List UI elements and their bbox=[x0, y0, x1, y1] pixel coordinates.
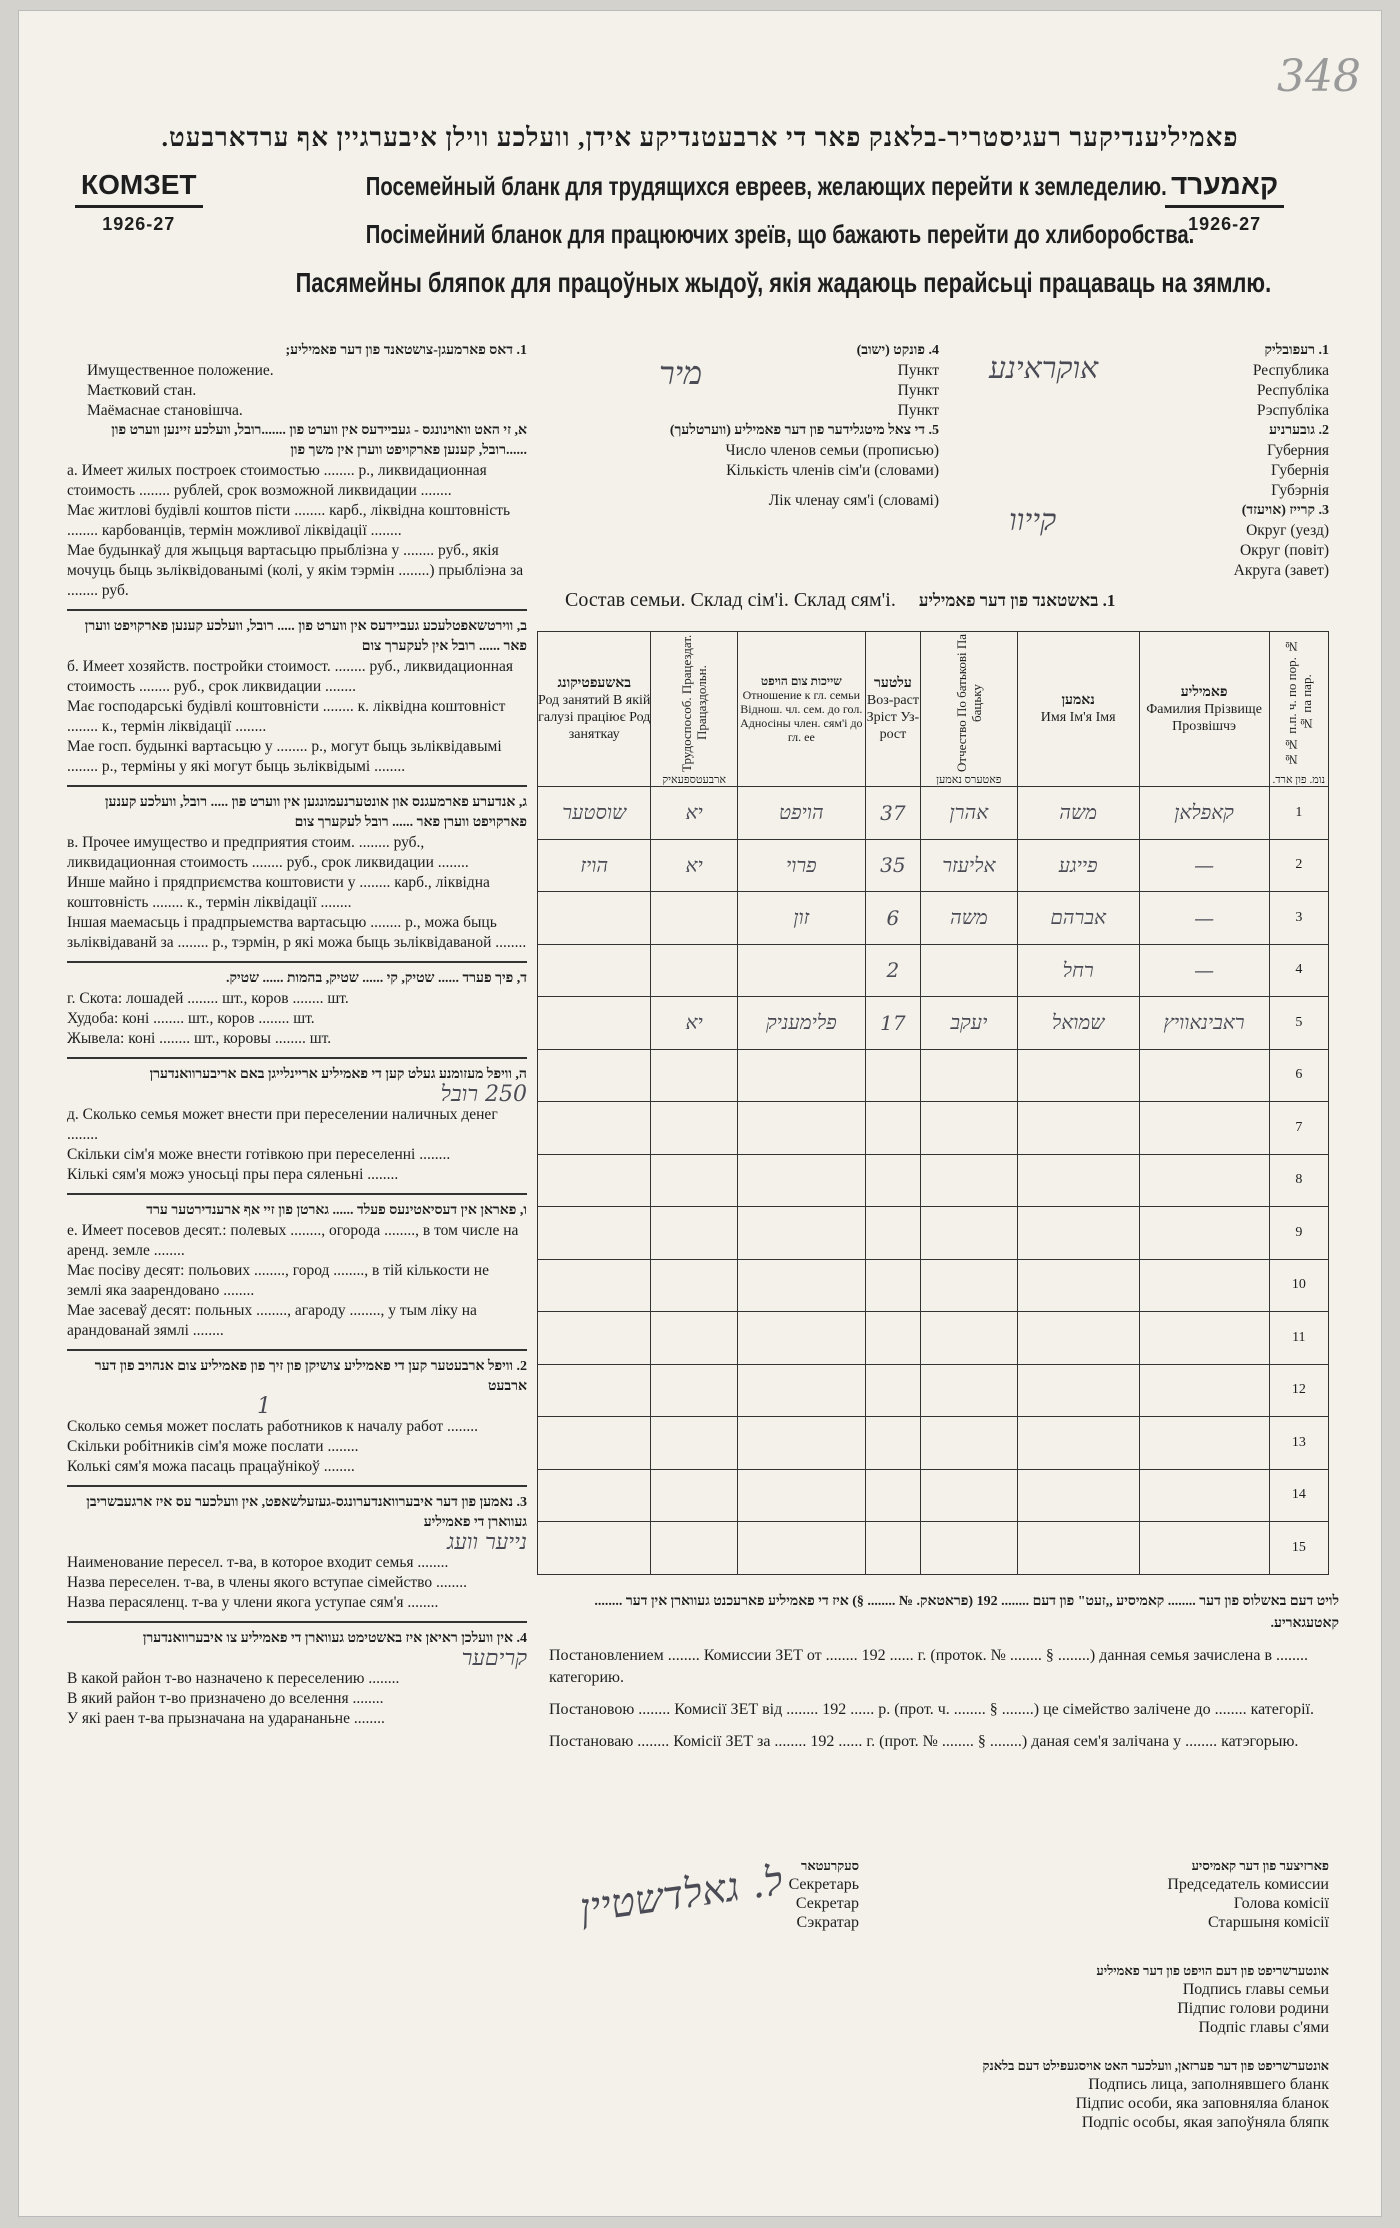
right-year: 1926-27 bbox=[1188, 214, 1262, 234]
cell-surname: — bbox=[1139, 944, 1269, 997]
cell-n: 14 bbox=[1269, 1469, 1328, 1522]
cell-relation bbox=[737, 1364, 865, 1417]
s4-yiddish: 4. אין וועלכן ראיאן איז באשטימט געווארן די פאמיליע צו איבערוואנדערן bbox=[142, 1631, 527, 1646]
decision-block bbox=[549, 1591, 1339, 1753]
cell-patronymic bbox=[920, 1102, 1017, 1155]
cell-n: 3 bbox=[1269, 892, 1328, 945]
cell-age bbox=[865, 1522, 920, 1575]
rep-handwriting: אוקראינע bbox=[989, 351, 1099, 386]
section-1d bbox=[67, 961, 527, 1049]
cell-patronymic: יעקב bbox=[920, 997, 1017, 1050]
s1b-yiddish: ב, ווירטשאפטלעכע געביידעס אין ווערט פון ..... רובל, וועלכע קענען פארקויפט ווערן פאר ...... רובל אין לעקערך צום bbox=[84, 619, 527, 654]
cell-capacity bbox=[651, 1312, 737, 1365]
cell-occupation bbox=[538, 892, 651, 945]
cell-occupation bbox=[538, 944, 651, 997]
table-row bbox=[538, 1259, 1329, 1312]
s3-ru: Наименование пересел. т-ва, в которое входит семья ........ bbox=[67, 1554, 449, 1571]
family-title bbox=[565, 589, 1115, 612]
cell-name bbox=[1017, 1049, 1139, 1102]
table-row bbox=[538, 1154, 1329, 1207]
decision-by: Постановаю ........ Комісії ЗЕТ за ........ 192 ...... г. (прот. № ........ § ........) даная сем'я залічана у ........ катэгорыю. bbox=[549, 1733, 1299, 1750]
cell-name: משה bbox=[1017, 787, 1139, 840]
cell-surname bbox=[1139, 1102, 1269, 1155]
s3-ua: Назва переселен. т-ва, в члены якого вступае сімейство ........ bbox=[67, 1574, 467, 1591]
s1c-by: Іншая маемасьць і прадпрыемства вартасьцю ........ р., можа быць зьліквідаванй за ........ р., тэрмін, р які можа быць зьліквідаваной ........ bbox=[67, 914, 527, 951]
cell-age bbox=[865, 1312, 920, 1365]
s1e-yiddish: ה, וויפל מעזומנע געלט קען די פאמיליע אריינלייגן באם אריבערוואנדערן bbox=[149, 1067, 527, 1082]
members-by: Лік членау сям'і (словамі) bbox=[768, 492, 939, 509]
form-page bbox=[18, 10, 1382, 2217]
cell-n: 4 bbox=[1269, 944, 1328, 997]
cell-relation: פלימעניק bbox=[737, 997, 865, 1050]
punkt-ua: Пункт bbox=[897, 382, 939, 399]
cell-relation: פרוי bbox=[737, 839, 865, 892]
cell-n: 7 bbox=[1269, 1102, 1328, 1155]
cell-surname bbox=[1139, 1259, 1269, 1312]
s1a-yiddish: א, זי האט וואוינונגס - געביידעס אין ווערט פון .......רובל, וועלכע זיינען ווערט פון ......רובל, קענען פארקויפט ווערן אין משך פון bbox=[111, 423, 527, 458]
cell-capacity bbox=[651, 892, 737, 945]
table-row bbox=[538, 1469, 1329, 1522]
left-year: 1926-27 bbox=[102, 214, 176, 234]
family-title-yiddish: 1. באשטאנד פון דער פאמיליע bbox=[918, 591, 1116, 610]
by-title: Пасямейны бляпок для працоўных жыдоў, якія жадаюць перайсьці працаваць на зямлю. bbox=[295, 267, 1272, 298]
s1f-yiddish: ו, פאראן אין דעסיאטינעס פעלד ...... גארטן פון זיי אף ארענדירטער ערד bbox=[146, 1203, 527, 1218]
cell-occupation bbox=[538, 1364, 651, 1417]
s1f-ru: е. Имеет посевов десят.: полевых ........, огорода ........, в том числе на аренд. земле ........ bbox=[67, 1222, 519, 1259]
section-2 bbox=[67, 1349, 527, 1477]
cell-patronymic bbox=[920, 1364, 1017, 1417]
section-4 bbox=[67, 1621, 527, 1729]
cell-name bbox=[1017, 1417, 1139, 1470]
cell-age bbox=[865, 1207, 920, 1260]
okr-ru: Округ (уезд) bbox=[1246, 522, 1329, 539]
cell-surname bbox=[1139, 1417, 1269, 1470]
cell-name bbox=[1017, 1364, 1139, 1417]
s1d-ua: Худоба: коні ........ шт., коров ........ шт. bbox=[67, 1010, 315, 1027]
chair-block: פארזיצער פון דער קאמיסיע Председатель комиссии Голова комісії Старшыня комісії bbox=[1167, 1858, 1329, 1931]
cell-name bbox=[1017, 1312, 1139, 1365]
members-ru: Число членов семьи (прописью) bbox=[725, 442, 939, 459]
cell-capacity: יא bbox=[651, 839, 737, 892]
cell-occupation bbox=[538, 1207, 651, 1260]
cell-age: 2 bbox=[865, 944, 920, 997]
decision-yiddish: לויט דעם באשלוס פון דער ........ קאמיסיע ,,זעט" פון דעם ........ 192 (פראטאק. № ........ §) איז די פאמיליע פארעכנט געווארן אין דער ........ קאטעגאריע. bbox=[594, 1594, 1339, 1631]
rep-ua: Республіка bbox=[1256, 382, 1329, 399]
s1e-handwriting: 250 רובל bbox=[440, 1082, 527, 1107]
filler-signature-block: אונטערשריפט פון דער פערזאן, וועלכער האט אויסגעפילט דעם בלאנק Подпись лица, заполнявшего бланк Підпис особи, яка заповняляа бланок Подпіс особы, якая запоўняла бляпк bbox=[982, 2058, 1329, 2131]
cell-surname: קאפלאן bbox=[1139, 787, 1269, 840]
cell-surname bbox=[1139, 1312, 1269, 1365]
gub-ru: Губерния bbox=[1267, 442, 1329, 459]
secretary-handwriting: ל. גאלדשטיין bbox=[576, 1857, 786, 1932]
gub-by: Губэрнія bbox=[1271, 482, 1329, 499]
cell-surname bbox=[1139, 1049, 1269, 1102]
table-row bbox=[538, 1417, 1329, 1470]
s1e-by: Кількі сям'я можэ уносьці пры пера сяленьні ........ bbox=[67, 1166, 399, 1183]
cell-name bbox=[1017, 1522, 1139, 1575]
family-table-body bbox=[538, 787, 1329, 1575]
section-1b bbox=[67, 609, 527, 777]
cell-capacity bbox=[651, 1364, 737, 1417]
cell-relation: הויפט bbox=[737, 787, 865, 840]
right-column bbox=[969, 341, 1329, 581]
cell-occupation bbox=[538, 997, 651, 1050]
gub-yiddish: 2. גובערניע bbox=[1269, 423, 1329, 438]
cell-surname: — bbox=[1139, 839, 1269, 892]
cell-name: רחל bbox=[1017, 944, 1139, 997]
cell-age: 17 bbox=[865, 997, 920, 1050]
s2-yiddish: 2. וויפל ארבעטער קען די פאמיליע צושיקן פון זיך פון פאמיליע צום אנהויב פון דער ארבעט bbox=[94, 1359, 527, 1394]
members-ua: Кількість членів сім'и (словами) bbox=[726, 462, 939, 479]
cell-name bbox=[1017, 1154, 1139, 1207]
s1a-ru: а. Имеет жилых построек стоимостью ........ р., ликвидационная стоимость ........ рублей, срок возможной ликвидации ........ bbox=[67, 462, 487, 499]
s4-by: У які раен т-ва прызначана на ударананьне ........ bbox=[67, 1710, 385, 1727]
ru-title: Посемейный бланк для трудящихся евреев, желающих перейти к земледелию. bbox=[365, 171, 1167, 201]
s4-ua: В який район т-во призначено до вселення ........ bbox=[67, 1690, 384, 1707]
cell-occupation bbox=[538, 1259, 651, 1312]
cell-name bbox=[1017, 1469, 1139, 1522]
cell-occupation bbox=[538, 1049, 651, 1102]
cell-relation: זון bbox=[737, 892, 865, 945]
cell-capacity bbox=[651, 1417, 737, 1470]
table-row bbox=[538, 1102, 1329, 1155]
cell-capacity bbox=[651, 1259, 737, 1312]
s3-by: Назва перасяленц. т-ва у члени якога уступае сям'я ........ bbox=[67, 1594, 439, 1611]
s1f-ua: Має посіву десят: польових ........, город ........, в тій кількости не землі яка заарендовано ........ bbox=[67, 1262, 489, 1299]
cell-patronymic: משה bbox=[920, 892, 1017, 945]
table-row bbox=[538, 839, 1329, 892]
s1-ru: Имущественное положение. bbox=[87, 362, 274, 379]
family-title-text: Состав семьи. Склад сім'і. Склад сям'і. bbox=[565, 589, 896, 611]
cell-surname bbox=[1139, 1154, 1269, 1207]
section-1e bbox=[67, 1057, 527, 1185]
cell-patronymic bbox=[920, 1469, 1017, 1522]
s1e-ru: д. Сколько семья может внести при переселении наличных денег ........ bbox=[67, 1106, 498, 1143]
cell-n: 10 bbox=[1269, 1259, 1328, 1312]
table-row bbox=[538, 1049, 1329, 1102]
s1a-ua: Має житлові будівлі коштов пісти ........ карб., ліквідна коштовність ........ карбованців, термін можливої ліквідації ........ bbox=[67, 502, 511, 539]
komerd-label: קאמערד bbox=[1165, 169, 1284, 208]
left-column bbox=[67, 341, 527, 1729]
cell-name: פייגע bbox=[1017, 839, 1139, 892]
cell-relation bbox=[737, 1469, 865, 1522]
table-row bbox=[538, 1364, 1329, 1417]
cell-capacity: יא bbox=[651, 787, 737, 840]
okr-ua: Округ (повіт) bbox=[1239, 542, 1329, 559]
table-row bbox=[538, 892, 1329, 945]
cell-age bbox=[865, 1417, 920, 1470]
cell-occupation bbox=[538, 1102, 651, 1155]
s1d-ru: г. Скота: лошадей ........ шт., коров ........ шт. bbox=[67, 990, 349, 1007]
cell-capacity bbox=[651, 944, 737, 997]
cell-name: אברהם bbox=[1017, 892, 1139, 945]
section-3 bbox=[67, 1485, 527, 1613]
cell-name bbox=[1017, 1102, 1139, 1155]
col-num: №№ п.п. ч. по пор. №№ па пар. נומ. פון ארד. bbox=[1269, 632, 1328, 787]
table-row bbox=[538, 997, 1329, 1050]
cell-surname bbox=[1139, 1364, 1269, 1417]
col-name: נאמען Имя Ім'я Імя bbox=[1017, 632, 1139, 787]
s4-ru: В какой район т-во назначено к переселению ........ bbox=[67, 1670, 400, 1687]
cell-surname: ראבינאוויץ bbox=[1139, 997, 1269, 1050]
punkt-yiddish: 4. פונקט (ישוב) bbox=[856, 343, 939, 358]
s1b-by: Мае госп. будынкі вартасьцю у ........ р., могут быць зьліквідавымі ........ р., терміны у які могут быць зьліквідымі ........ bbox=[67, 738, 502, 775]
cell-relation bbox=[737, 1417, 865, 1470]
rep-by: Рэспубліка bbox=[1256, 402, 1329, 419]
cell-occupation: הויז bbox=[538, 839, 651, 892]
col-capacity: Трудоспособ. Працездат. Працаздольн. ארבעטספעאיק bbox=[651, 632, 737, 787]
s3-handwriting: נייער וועג bbox=[447, 1530, 527, 1555]
table-row bbox=[538, 944, 1329, 997]
head-signature-block: אונטערשריפט פון דעם הויפט פון דער פאמיליע Подпись главы семьи Підпис голови родини Подпіс главы с'ями bbox=[1096, 1963, 1329, 2036]
cell-relation bbox=[737, 1154, 865, 1207]
cell-relation bbox=[737, 1312, 865, 1365]
cell-n: 13 bbox=[1269, 1417, 1328, 1470]
cell-relation bbox=[737, 1102, 865, 1155]
col-relation: שייכות צום הויפט Отношение к гл. семьи Віднош. чл. сем. до гол. Адносіны член. сям'і до гл. ее bbox=[737, 632, 865, 787]
col-patronymic: Отчество По батькові Па бацьку פאטערס נאמען bbox=[920, 632, 1017, 787]
cell-n: 1 bbox=[1269, 787, 1328, 840]
cell-name bbox=[1017, 1259, 1139, 1312]
cell-occupation bbox=[538, 1312, 651, 1365]
cell-n: 12 bbox=[1269, 1364, 1328, 1417]
cell-patronymic bbox=[920, 1049, 1017, 1102]
cell-capacity bbox=[651, 1049, 737, 1102]
cell-occupation: שוסטער bbox=[538, 787, 651, 840]
punkt-ru: Пункт bbox=[897, 362, 939, 379]
cell-relation bbox=[737, 1049, 865, 1102]
table-row bbox=[538, 1312, 1329, 1365]
s1c-yiddish: ג, אנדערע פארמעגנס און אונטערנעמונגען אין ווערט פון ..... רובל, וועלכע קענען פארקויפט ווערן פאר ...... רובל לעקערך צום bbox=[104, 795, 527, 830]
cell-patronymic: אליעזר bbox=[920, 839, 1017, 892]
secretary-block: סעקרעטאר Секретарь Секретар Сэкратар bbox=[788, 1858, 859, 1931]
cell-age bbox=[865, 1102, 920, 1155]
cell-n: 15 bbox=[1269, 1522, 1328, 1575]
cell-patronymic bbox=[920, 1522, 1017, 1575]
ua-title: Посімейний бланок для працюючих зреїв, що бажають перейти до хлиборобства. bbox=[365, 219, 1195, 249]
cell-age: 35 bbox=[865, 839, 920, 892]
cell-surname bbox=[1139, 1207, 1269, 1260]
cell-name bbox=[1017, 1207, 1139, 1260]
cell-age: 37 bbox=[865, 787, 920, 840]
left-brand bbox=[75, 169, 203, 235]
yiddish-title: פאמיליענדיקער רעגיסטריר-בלאנק פאר די ארבעטנדיקע אידן, וועלכע ווילן איבערגיין אף ערדארבעט. bbox=[161, 123, 1239, 152]
cell-capacity bbox=[651, 1469, 737, 1522]
cell-age: 6 bbox=[865, 892, 920, 945]
s1b-ru: б. Имеет хозяйств. постройки стоимост. ........ руб., ликвидационная стоимость ........ руб., срок ликвидации ........ bbox=[67, 658, 514, 695]
table-row bbox=[538, 787, 1329, 840]
cell-n: 9 bbox=[1269, 1207, 1328, 1260]
s1b-ua: Має господарські будівлі коштовністи ........ к. ліквідна коштовніст ........ к., термін ліквідації ........ bbox=[67, 698, 506, 735]
cell-patronymic bbox=[920, 944, 1017, 997]
table-row bbox=[538, 1207, 1329, 1260]
family-table bbox=[537, 631, 1329, 1575]
cell-age bbox=[865, 1364, 920, 1417]
punkt-handwriting: מיר bbox=[659, 354, 703, 392]
s1-ua: Маєтковий стан. bbox=[87, 382, 197, 399]
cell-patronymic bbox=[920, 1312, 1017, 1365]
s3-yiddish: 3. נאמען פון דער איבערוואנדערונגס-געזעלשאפט, אין וועלכער עס איז ארגעבשריבן געווארן די פאמיליע bbox=[86, 1495, 527, 1530]
cell-n: 11 bbox=[1269, 1312, 1328, 1365]
corner-note: 348 bbox=[1277, 51, 1361, 102]
col-surname: פאמיליע Фамилия Прізвище Прозвішчэ bbox=[1139, 632, 1269, 787]
col-age: עלטער Воз-раст Зріст Уз-рост bbox=[865, 632, 920, 787]
section-1c bbox=[67, 785, 527, 953]
cell-surname: — bbox=[1139, 892, 1269, 945]
okr-yiddish: 3. קרייז (אויעזד) bbox=[1241, 503, 1329, 518]
rep-yiddish: 1. רעפובליק bbox=[1264, 343, 1329, 358]
cell-occupation bbox=[538, 1469, 651, 1522]
cell-patronymic bbox=[920, 1154, 1017, 1207]
cell-capacity: יא bbox=[651, 997, 737, 1050]
section-1f bbox=[67, 1193, 527, 1341]
section1-yiddish: 1. דאס פארמעגן-צושטאנד פון דער פאמיליע; bbox=[285, 343, 527, 358]
s1e-ua: Скільки сім'я може внести готівкою при переселенні ........ bbox=[67, 1146, 451, 1163]
decision-ua: Постановою ........ Комисії ЗЕТ від ........ 192 ...... р. (прот. ч. ........ § ........) це сімейство залічене до ........ категорії. bbox=[549, 1701, 1314, 1718]
cell-capacity bbox=[651, 1154, 737, 1207]
s2-handwriting: 1 bbox=[257, 1394, 271, 1419]
cell-patronymic bbox=[920, 1417, 1017, 1470]
s1a-by: Мае будынкаў для жыцьця вартасьцю прыблізна у ........ руб., якія мочуць быць зьліквідованымі (колі, у якім тэрмін ........) прыбліэна за ........ руб. bbox=[67, 542, 524, 599]
s1-by: Маёмаснае становішча. bbox=[87, 402, 243, 419]
s1f-by: Мае засеваў десят: польных ........, агароду ........, у тым ліку на арандованай зямлі ........ bbox=[67, 1302, 477, 1339]
cell-relation bbox=[737, 1207, 865, 1260]
rep-ru: Республика bbox=[1252, 362, 1329, 379]
s1d-by: Жывела: коні ........ шт., коровы ........ шт. bbox=[67, 1030, 332, 1047]
cell-age bbox=[865, 1049, 920, 1102]
s1c-ua: Инше майно і прядприємства коштовисти у ........ карб., ліквідна коштовність ........ к., термін ліквідації ........ bbox=[67, 874, 490, 911]
cell-age bbox=[865, 1154, 920, 1207]
s1c-ru: в. Прочее имущество и предприятия стоим. ........ руб., ликвидационная стоимость ........ руб., срок ликвидации ........ bbox=[67, 834, 469, 871]
cell-relation bbox=[737, 1259, 865, 1312]
cell-n: 2 bbox=[1269, 839, 1328, 892]
cell-patronymic bbox=[920, 1207, 1017, 1260]
cell-surname bbox=[1139, 1522, 1269, 1575]
table-row bbox=[538, 1522, 1329, 1575]
cell-n: 8 bbox=[1269, 1154, 1328, 1207]
cell-capacity bbox=[651, 1102, 737, 1155]
cell-surname bbox=[1139, 1469, 1269, 1522]
s1d-yiddish: ד, פיך פערד ...... שטיק, קי ...... שטיק, בהמות ...... שטיק. bbox=[225, 971, 527, 986]
punkt-by: Пункт bbox=[897, 402, 939, 419]
cell-age bbox=[865, 1259, 920, 1312]
decision-ru: Постановлением ........ Комиссии ЗЕТ от ........ 192 ...... г. (проток. № ........ § ........) данная семья зачислена в ........ категорию. bbox=[549, 1647, 1309, 1686]
s2-ua: Скільки робітників сім'я може послати ........ bbox=[67, 1438, 359, 1455]
cell-capacity bbox=[651, 1522, 737, 1575]
cell-n: 5 bbox=[1269, 997, 1328, 1050]
cell-name: שמואל bbox=[1017, 997, 1139, 1050]
cell-n: 6 bbox=[1269, 1049, 1328, 1102]
cell-patronymic: אהרן bbox=[920, 787, 1017, 840]
okr-handwriting: קייוו bbox=[1009, 503, 1057, 538]
okr-by: Акруга (завет) bbox=[1233, 562, 1329, 579]
cell-capacity bbox=[651, 1207, 737, 1260]
col-occupation: באשעפטיקונג Род занятий В якій галузі праціює Род заняткау bbox=[538, 632, 651, 787]
cell-relation bbox=[737, 1522, 865, 1575]
cell-age bbox=[865, 1469, 920, 1522]
family-header-row bbox=[538, 632, 1329, 787]
cell-patronymic bbox=[920, 1259, 1017, 1312]
s4-handwriting: קריםער bbox=[461, 1646, 527, 1671]
s2-ru: Сколько семья может послать работников к началу работ ........ bbox=[67, 1418, 479, 1435]
cell-occupation bbox=[538, 1154, 651, 1207]
middle-column bbox=[549, 341, 939, 511]
s2-by: Колькі сям'я можа пасаць працаўнікоў ........ bbox=[67, 1458, 355, 1475]
cell-occupation bbox=[538, 1522, 651, 1575]
cell-occupation bbox=[538, 1417, 651, 1470]
members-yiddish: 5. די צאל מיטגלידער פון דער פאמיליע (ווערטלעך) bbox=[669, 423, 939, 438]
cell-relation bbox=[737, 944, 865, 997]
gub-ua: Губернія bbox=[1271, 462, 1329, 479]
komzet-label: КОМЗЕТ bbox=[75, 169, 203, 208]
